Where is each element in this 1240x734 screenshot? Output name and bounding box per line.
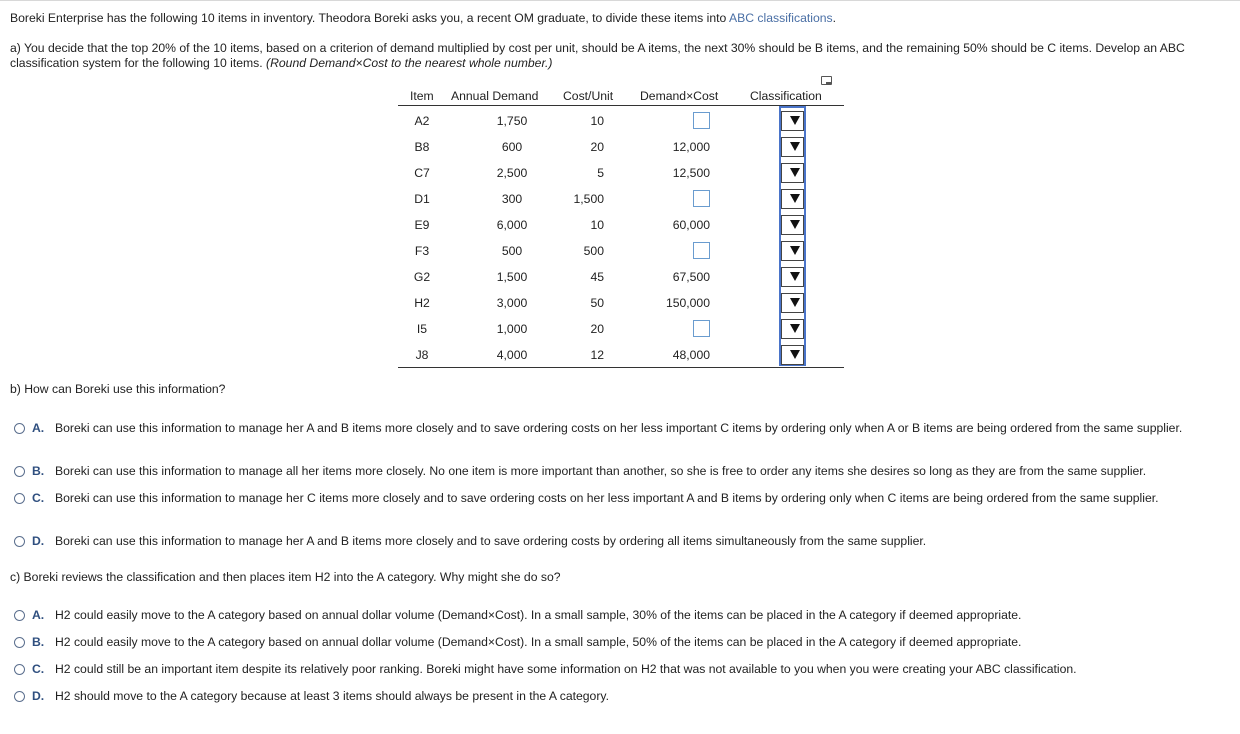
header-item: Item [410,89,434,103]
part-a-question: a) You decide that the top 20% of the 10 items, based on a criterion of demand multiplied by cost per unit, should be A items, the next 30% should be B items, and the remaining 50% should be C items. Develop an ABC classification system for the following 10 items. [10,41,1185,70]
part-c-letter-c: C. [32,662,45,676]
cell-demand: 4,000 [496,348,528,362]
cell-item: J8 [415,348,429,362]
print-icon[interactable] [821,76,832,85]
part-c-radio-a[interactable] [14,610,25,621]
dropdown-arrow-icon [790,272,800,281]
header-classification: Classification [750,89,822,103]
part-b-option-c[interactable]: Boreki can use this information to manage her C items more closely and to save ordering costs on her less important A and B items by ordering only when C items are being ordered from the same supplier. [55,491,1159,505]
part-c-letter-b: B. [32,635,45,649]
cell-demand-cost: 67,500 [672,270,710,284]
part-c-radio-d[interactable] [14,691,25,702]
cell-cost: 50 [590,296,604,310]
header-rule [398,105,844,106]
classification-select-f3[interactable] [781,241,804,261]
header-cost-unit: Cost/Unit [563,89,614,103]
demand-cost-input-d1[interactable] [693,190,710,207]
intro-body: Boreki Enterprise has the following 10 items in inventory. Theodora Boreki asks you, a recent OM graduate, to divide these items into [10,11,729,25]
dropdown-arrow-icon [790,168,800,177]
part-c-option-a[interactable]: H2 could easily move to the A category based on annual dollar volume (Demand×Cost). In a small sample, 30% of the items can be placed in the A category if deemed appropriate. [55,608,1022,622]
part-b-letter-a: A. [32,421,45,435]
part-b-radio-c[interactable] [14,493,25,504]
header-demand-cost: Demand×Cost [640,89,719,103]
dropdown-arrow-icon [790,220,800,229]
classification-select-g2[interactable] [781,267,804,287]
part-c-option-d[interactable]: H2 should move to the A category because at least 3 items should always be present in the A category. [55,689,609,703]
cell-demand: 300 [501,192,523,206]
part-b-radio-b[interactable] [14,466,25,477]
demand-cost-input-i5[interactable] [693,320,710,337]
classification-select-e9[interactable] [781,215,804,235]
dropdown-arrow-icon [790,194,800,203]
table-bottom-rule [398,367,844,368]
cell-demand: 1,500 [496,270,528,284]
cell-item: E9 [414,218,430,232]
classification-select-a2[interactable] [781,111,804,131]
part-c-letter-a: A. [32,608,45,622]
top-divider [0,0,1240,1]
cell-demand-cost: 12,000 [672,140,710,154]
intro-period: . [832,11,837,25]
cell-demand: 1,000 [496,322,528,336]
cell-demand: 2,500 [496,166,528,180]
cell-demand-cost: 12,500 [672,166,710,180]
cell-item: D1 [414,192,430,206]
part-c-radio-c[interactable] [14,664,25,675]
part-b-radio-d[interactable] [14,536,25,547]
dropdown-arrow-icon [790,142,800,151]
header-annual-demand: Annual Demand [451,89,539,103]
cell-demand-cost: 150,000 [665,296,710,310]
dropdown-arrow-icon [790,324,800,333]
cell-demand-cost: 48,000 [672,348,710,362]
classification-select-b8[interactable] [781,137,804,157]
intro-text [10,11,836,26]
part-c-letter-d: D. [32,689,45,703]
part-b-question: b) How can Boreki use this information? [10,382,226,396]
part-b-option-d[interactable]: Boreki can use this information to manage her A and B items more closely and to save ordering costs by ordering all items simultaneously from the same supplier. [55,534,927,548]
dropdown-arrow-icon [790,246,800,255]
cell-item: F3 [414,244,430,258]
classification-select-d1[interactable] [781,189,804,209]
classification-select-c7[interactable] [781,163,804,183]
classification-select-h2[interactable] [781,293,804,313]
cell-item: C7 [414,166,430,180]
part-b-radio-a[interactable] [14,423,25,434]
cell-demand: 500 [501,244,523,258]
cell-cost: 10 [590,114,604,128]
cell-item: H2 [414,296,430,310]
cell-demand: 3,000 [496,296,528,310]
cell-demand: 6,000 [496,218,528,232]
cell-item: B8 [414,140,430,154]
dropdown-arrow-icon [790,298,800,307]
cell-demand: 1,750 [496,114,528,128]
dropdown-arrow-icon [790,116,800,125]
cell-cost: 500 [583,244,604,258]
part-b-letter-c: C. [32,491,45,505]
cell-cost: 1,500 [573,192,604,206]
cell-item: A2 [414,114,430,128]
cell-cost: 5 [597,166,604,180]
part-c-option-b[interactable]: H2 could easily move to the A category based on annual dollar volume (Demand×Cost). In a small sample, 50% of the items can be placed in the A category if deemed appropriate. [55,635,1022,649]
part-b-option-b[interactable]: Boreki can use this information to manage all her items more closely. No one item is more important than another, so she is free to order any items she desires so long as they are from the same supplier. [55,464,1147,478]
part-a-rounding-note: (Round Demand×Cost to the nearest whole number.) [266,56,553,70]
part-c-option-c[interactable]: H2 could still be an important item despite its relatively poor ranking. Boreki might have some information on H2 that was not available to you when you were creating your ABC classification. [55,662,1077,676]
part-c-radio-b[interactable] [14,637,25,648]
cell-item: I5 [416,322,428,336]
classification-select-i5[interactable] [781,319,804,339]
part-c-question: c) Boreki reviews the classification and then places item H2 into the A category. Why might she do so? [10,570,561,584]
part-b-letter-d: D. [32,534,45,548]
abc-classifications-link[interactable]: ABC classifications [728,11,833,25]
cell-demand: 600 [501,140,523,154]
cell-cost: 20 [590,140,604,154]
cell-cost: 10 [590,218,604,232]
cell-cost: 45 [590,270,604,284]
part-a-text [10,41,1230,71]
cell-cost: 20 [590,322,604,336]
cell-item: G2 [413,270,431,284]
part-b-option-a[interactable]: Boreki can use this information to manage her A and B items more closely and to save ordering costs on her less important C items by ordering only when A or B items are being ordered from the same supplier. [55,421,1183,435]
demand-cost-input-a2[interactable] [693,112,710,129]
demand-cost-input-f3[interactable] [693,242,710,259]
cell-cost: 12 [590,348,604,362]
cell-demand-cost: 60,000 [672,218,710,232]
part-b-letter-b: B. [32,464,45,478]
classification-select-j8[interactable] [781,345,804,365]
dropdown-arrow-icon [790,350,800,359]
